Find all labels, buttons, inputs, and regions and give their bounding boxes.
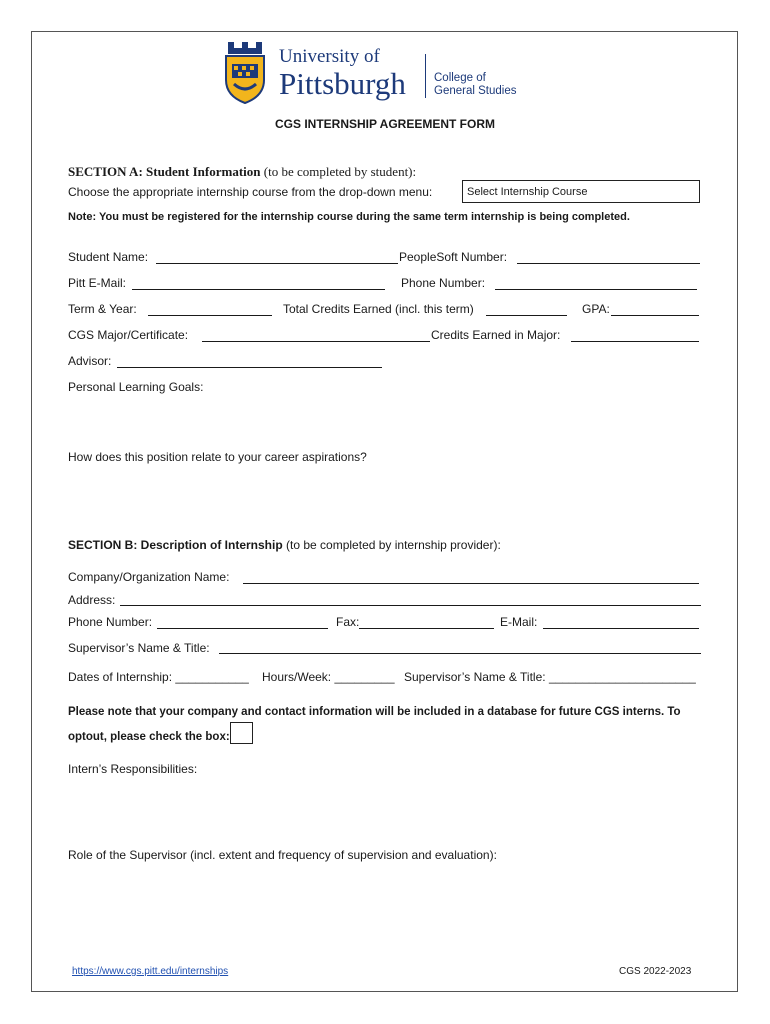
college-line1: College of <box>434 72 486 84</box>
learning-goals-label: Personal Learning Goals: <box>68 380 204 394</box>
section-a-heading-rest: (to be completed by student): <box>263 164 417 179</box>
internships-link[interactable]: https://www.cgs.pitt.edu/internships <box>72 966 229 977</box>
address-field[interactable] <box>120 605 701 606</box>
gpa-label: GPA: <box>582 302 610 316</box>
optout-notice: Please note that your company and contact information will be included in a database for future CGS interns. To <box>68 706 681 718</box>
course-prompt: Choose the appropriate internship course from the drop-down menu: <box>68 185 433 199</box>
total-credits-label: Total Credits Earned (incl. this term) <box>283 302 474 316</box>
company-phone-field[interactable] <box>157 628 328 629</box>
supervisor2-label[interactable]: Supervisor’s Name & Title: ______________________ <box>404 670 696 684</box>
company-email-label: E-Mail: <box>500 615 538 629</box>
pitt-email-label: Pitt E-Mail: <box>68 276 127 290</box>
student-name-label: Student Name: <box>68 250 149 264</box>
registration-note: Note: You must be registered for the internship course during the same term internship is being completed. <box>68 211 630 223</box>
logo-line1: University of <box>279 46 380 67</box>
term-year-label: Term & Year: <box>68 302 137 316</box>
college-line2: General Studies <box>434 85 517 97</box>
phone-field[interactable] <box>495 289 697 290</box>
university-logo <box>222 40 522 106</box>
advisor-label: Advisor: <box>68 354 112 368</box>
section-b-heading <box>68 538 501 552</box>
optout-prompt: optout, please check the box: <box>68 731 230 743</box>
company-label: Company/Organization Name: <box>68 570 230 584</box>
pitt-email-field[interactable] <box>132 289 385 290</box>
hours-label[interactable]: Hours/Week: _________ <box>262 670 395 684</box>
supervisor-field[interactable] <box>219 653 701 654</box>
major-label: CGS Major/Certificate: <box>68 328 189 342</box>
phone-label: Phone Number: <box>401 276 486 290</box>
section-a-heading <box>68 164 416 180</box>
peoplesoft-field[interactable] <box>517 263 700 264</box>
peoplesoft-label: PeopleSoft Number: <box>399 250 508 264</box>
section-b-heading-bold: SECTION B: Description of Internship <box>68 538 283 552</box>
section-a-heading-bold: SECTION A: Student Information <box>68 164 261 179</box>
section-b-heading-rest: (to be completed by internship provider): <box>286 538 501 552</box>
fax-field[interactable] <box>359 628 494 629</box>
company-email-field[interactable] <box>543 628 699 629</box>
major-field[interactable] <box>202 341 430 342</box>
responsibilities-label: Intern’s Responsibilities: <box>68 762 198 776</box>
company-phone-label: Phone Number: <box>68 615 153 629</box>
crest-icon <box>224 42 266 104</box>
advisor-field[interactable] <box>117 367 382 368</box>
logo-divider <box>425 54 426 98</box>
term-year-field[interactable] <box>148 315 272 316</box>
gpa-field[interactable] <box>611 315 699 316</box>
career-aspirations-label: How does this position relate to your career aspirations? <box>68 450 367 464</box>
total-credits-field[interactable] <box>486 315 567 316</box>
fax-label: Fax: <box>336 615 360 629</box>
internship-course-dropdown[interactable]: Select Internship Course <box>462 180 700 203</box>
supervisor-role-label: Role of the Supervisor (incl. extent and frequency of supervision and evaluation): <box>68 848 497 862</box>
page-title: CGS INTERNSHIP AGREEMENT FORM <box>274 117 495 131</box>
credits-major-label: Credits Earned in Major: <box>431 328 561 342</box>
optout-checkbox[interactable] <box>230 722 253 744</box>
company-field[interactable] <box>243 583 699 584</box>
supervisor-label: Supervisor’s Name & Title: <box>68 641 210 655</box>
credits-major-field[interactable] <box>571 341 699 342</box>
footer-year: CGS 2022-2023 <box>619 966 692 977</box>
logo-line2: Pittsburgh <box>279 66 406 101</box>
address-label: Address: <box>68 593 116 607</box>
student-name-field[interactable] <box>156 263 398 264</box>
dates-label[interactable]: Dates of Internship: ___________ <box>68 670 249 684</box>
